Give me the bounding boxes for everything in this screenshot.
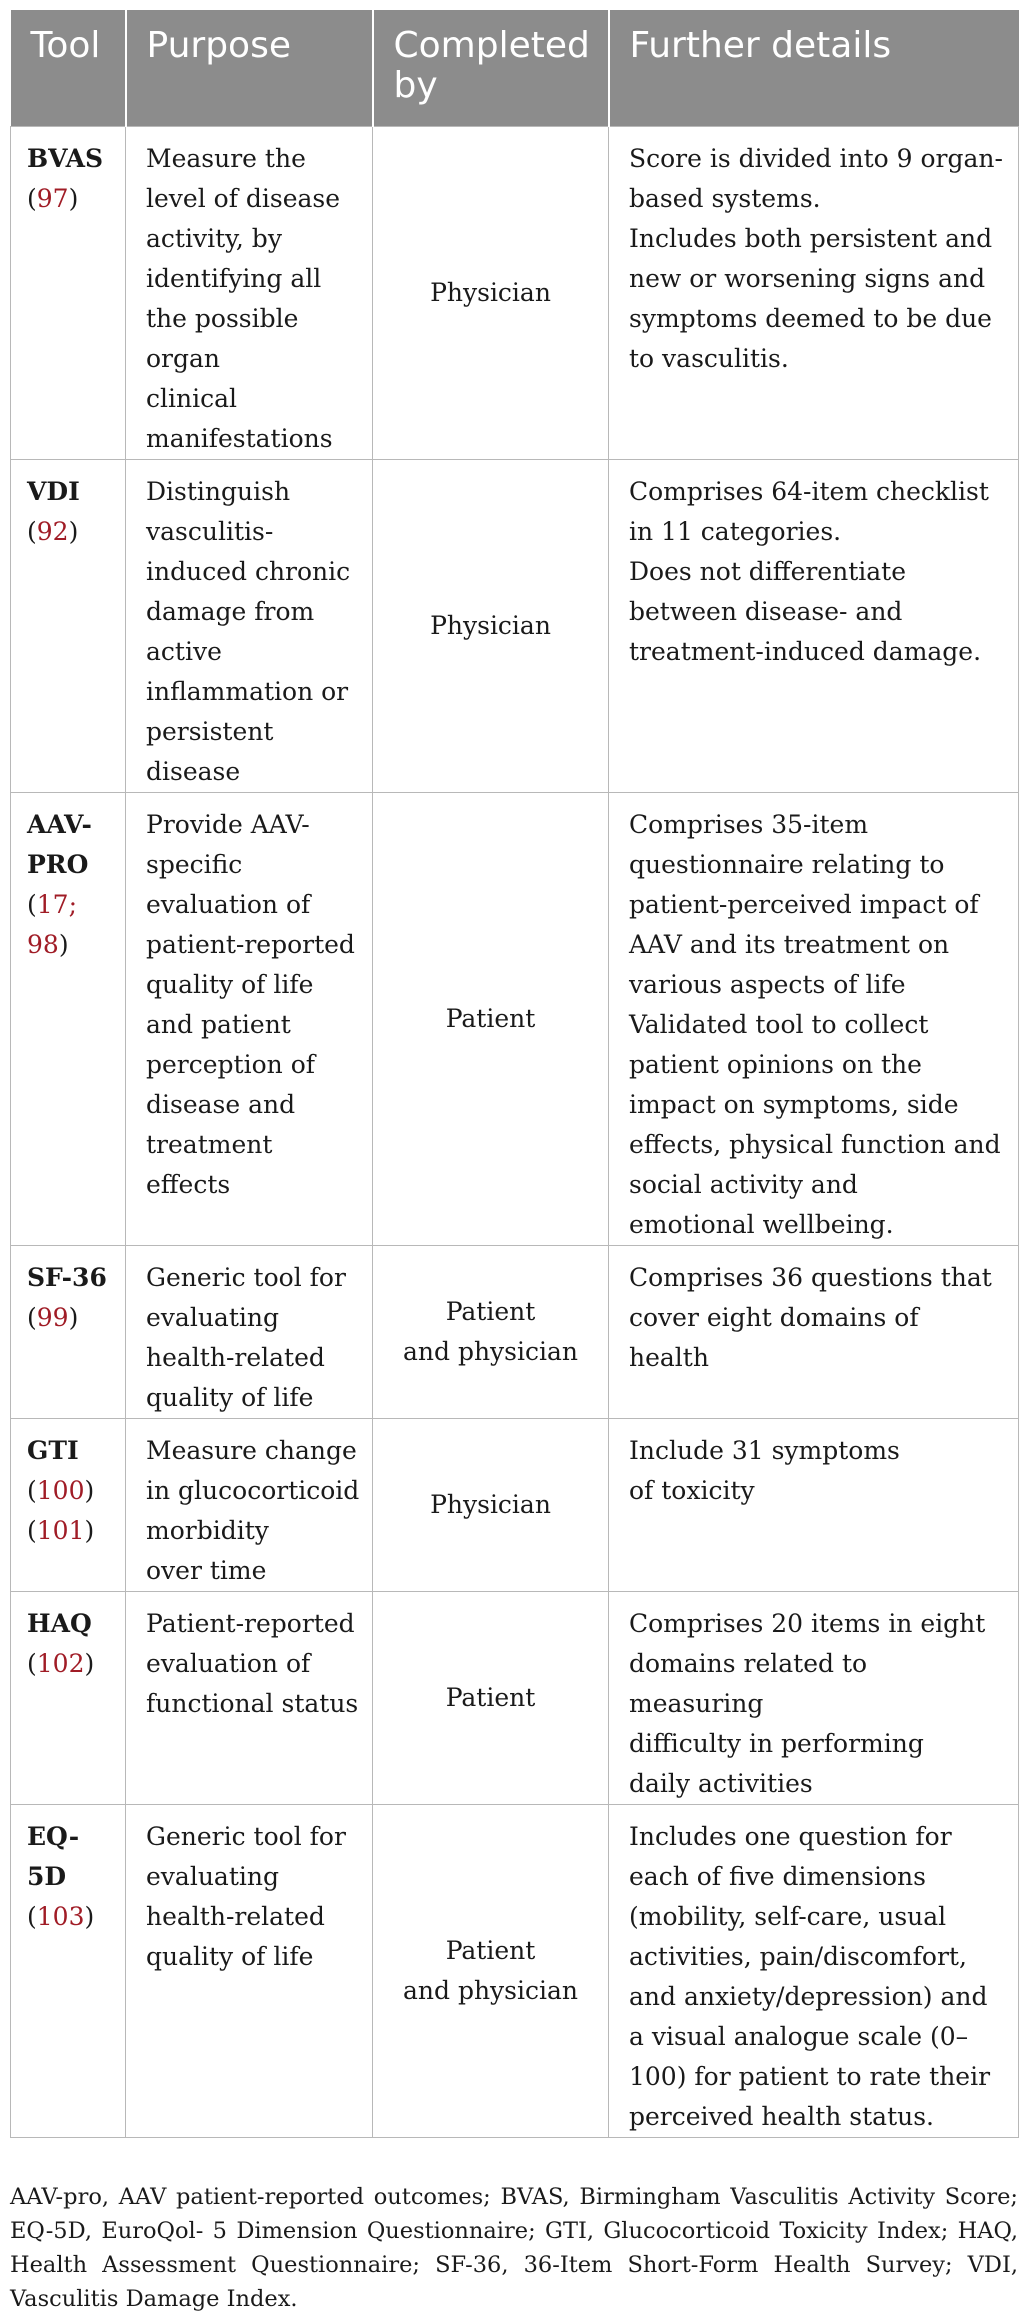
details-cell bbox=[609, 1591, 1019, 1804]
completed-by-cell bbox=[373, 1591, 609, 1804]
completed-by-cell bbox=[373, 459, 609, 792]
purpose-line: identifying all bbox=[146, 263, 322, 293]
purpose-line: Provide AAV- bbox=[146, 809, 310, 839]
tool-cell bbox=[11, 792, 126, 1245]
completed-by-cell bbox=[373, 792, 609, 1245]
details-line: based systems. bbox=[629, 183, 821, 213]
purpose-line: health-related bbox=[146, 1901, 325, 1931]
reference-line: (17; bbox=[27, 889, 78, 919]
tool-cell bbox=[11, 1591, 126, 1804]
header-completed-by: Completed by bbox=[373, 10, 609, 126]
reference-line: (101) bbox=[27, 1515, 95, 1545]
purpose-line: and patient bbox=[146, 1009, 291, 1039]
details-line: symptoms deemed to be due bbox=[629, 303, 992, 333]
details-line: Comprises 35-item bbox=[629, 809, 869, 839]
table-header-row bbox=[11, 10, 1019, 126]
purpose-line: organ bbox=[146, 343, 221, 373]
details-line: treatment-induced damage. bbox=[629, 636, 982, 666]
purpose-line: clinical bbox=[146, 383, 237, 413]
reference-line: (100) bbox=[27, 1475, 95, 1505]
details-line: Validated tool to collect bbox=[629, 1009, 929, 1039]
table-row bbox=[11, 792, 1019, 1245]
details-line: and anxiety/depression) and bbox=[629, 1981, 988, 2011]
assessment-tools-table bbox=[10, 10, 1019, 2138]
details-line: between disease- and bbox=[629, 596, 903, 626]
details-line: daily activities bbox=[629, 1768, 813, 1798]
purpose-line: Measure change bbox=[146, 1435, 357, 1465]
tool-cell bbox=[11, 1418, 126, 1591]
purpose-line: Patient-reported bbox=[146, 1608, 355, 1638]
completed-by-line: Physician bbox=[430, 610, 551, 640]
reference-link[interactable]: 100 bbox=[36, 1475, 85, 1505]
table-row bbox=[11, 1804, 1019, 2137]
details-line: various aspects of life bbox=[629, 969, 906, 999]
details-cell bbox=[609, 1418, 1019, 1591]
completed-by-line: Patient bbox=[445, 1682, 536, 1712]
purpose-line: over time bbox=[146, 1555, 267, 1585]
completed-by-line: Patient bbox=[445, 1003, 536, 1033]
details-line: Comprises 36 questions that bbox=[629, 1262, 992, 1292]
completed-by-line: Physician bbox=[430, 1489, 551, 1519]
purpose-line: Measure the bbox=[146, 143, 306, 173]
reference-line: (99) bbox=[27, 1302, 79, 1332]
purpose-cell bbox=[126, 1418, 373, 1591]
purpose-cell bbox=[126, 1245, 373, 1418]
completed-by-cell bbox=[373, 1245, 609, 1418]
table-row bbox=[11, 126, 1019, 459]
reference-line: (92) bbox=[27, 516, 79, 546]
details-line: new or worsening signs and bbox=[629, 263, 986, 293]
purpose-line: activity, by bbox=[146, 223, 282, 253]
purpose-line: evaluation of bbox=[146, 1648, 311, 1678]
purpose-line: morbidity bbox=[146, 1515, 269, 1545]
purpose-line: evaluation of bbox=[146, 889, 311, 919]
tool-name: 5D bbox=[27, 1861, 67, 1891]
details-line: Score is divided into 9 organ- bbox=[629, 143, 1003, 173]
purpose-line: Generic tool for bbox=[146, 1821, 346, 1851]
details-line: AAV and its treatment on bbox=[629, 929, 950, 959]
details-line: each of five dimensions bbox=[629, 1861, 926, 1891]
purpose-line: functional status bbox=[146, 1688, 359, 1718]
header-further-details: Further details bbox=[609, 10, 1019, 126]
tool-cell bbox=[11, 1245, 126, 1418]
reference-line: 98) bbox=[27, 929, 69, 959]
details-cell bbox=[609, 126, 1019, 459]
header-tool: Tool bbox=[30, 25, 101, 66]
details-cell bbox=[609, 1804, 1019, 2137]
purpose-line: level of disease bbox=[146, 183, 341, 213]
completed-by-line: Patient bbox=[445, 1935, 536, 1965]
completed-by-line: Physician bbox=[430, 277, 551, 307]
details-line: Comprises 64-item checklist bbox=[629, 476, 989, 506]
details-line: 100) for patient to rate their bbox=[629, 2061, 991, 2091]
details-line: Include 31 symptoms bbox=[629, 1435, 900, 1465]
reference-link[interactable]: 99 bbox=[36, 1302, 69, 1332]
completed-by-cell bbox=[373, 1804, 609, 2137]
purpose-line: persistent disease bbox=[146, 716, 274, 786]
purpose-line: perception of bbox=[146, 1049, 315, 1079]
reference-link[interactable]: 103 bbox=[36, 1901, 85, 1931]
purpose-cell bbox=[126, 1591, 373, 1804]
purpose-line: damage from bbox=[146, 596, 315, 626]
tool-name: VDI bbox=[27, 476, 80, 506]
reference-link[interactable]: 102 bbox=[36, 1648, 85, 1678]
details-line: a visual analogue scale (0– bbox=[629, 2021, 969, 2051]
purpose-line: health-related bbox=[146, 1342, 325, 1372]
completed-by-cell bbox=[373, 126, 609, 459]
details-cell bbox=[609, 459, 1019, 792]
reference-link[interactable]: 97 bbox=[36, 183, 69, 213]
purpose-line: induced chronic bbox=[146, 556, 351, 586]
details-line: cover eight domains of health bbox=[629, 1302, 919, 1372]
details-line: social activity and bbox=[629, 1169, 858, 1199]
purpose-line: Distinguish bbox=[146, 476, 291, 506]
details-cell bbox=[609, 792, 1019, 1245]
purpose-line: active bbox=[146, 636, 222, 666]
reference-link[interactable]: 92 bbox=[36, 516, 69, 546]
table-row bbox=[11, 1591, 1019, 1804]
purpose-line: treatment effects bbox=[146, 1129, 273, 1199]
table-row bbox=[11, 1245, 1019, 1418]
reference-line: (97) bbox=[27, 183, 79, 213]
details-line: activities, pain/discomfort, bbox=[629, 1941, 967, 1971]
table-row bbox=[11, 1418, 1019, 1591]
tool-name: AAV- bbox=[27, 809, 92, 839]
completed-by-cell bbox=[373, 1418, 609, 1591]
reference-line: (103) bbox=[27, 1901, 95, 1931]
purpose-line: in glucocorticoid bbox=[146, 1475, 360, 1505]
header-purpose: Purpose bbox=[126, 10, 373, 126]
purpose-cell bbox=[126, 126, 373, 459]
tool-cell bbox=[11, 126, 126, 459]
purpose-line: inflammation or bbox=[146, 676, 349, 706]
details-line: patient-perceived impact of bbox=[629, 889, 979, 919]
details-line: (mobility, self-care, usual bbox=[629, 1901, 947, 1931]
reference-separator: ; bbox=[68, 889, 78, 919]
details-line: impact on symptoms, side bbox=[629, 1089, 959, 1119]
details-line: questionnaire relating to bbox=[629, 849, 945, 879]
reference-line: (102) bbox=[27, 1648, 95, 1678]
reference-link[interactable]: 98 bbox=[27, 929, 59, 959]
purpose-cell bbox=[126, 1804, 373, 2137]
tool-name: HAQ bbox=[27, 1608, 92, 1638]
details-cell bbox=[609, 1245, 1019, 1418]
tool-name: GTI bbox=[27, 1435, 79, 1465]
tool-name: BVAS bbox=[27, 143, 104, 173]
details-line: emotional wellbeing. bbox=[629, 1209, 894, 1239]
purpose-line: patient-reported bbox=[146, 929, 355, 959]
tool-cell bbox=[11, 1804, 126, 2137]
purpose-line: manifestations bbox=[146, 423, 333, 453]
completed-by-line: and physician bbox=[402, 1975, 578, 2005]
tool-cell bbox=[11, 459, 126, 792]
purpose-line: specific bbox=[146, 849, 243, 879]
details-line: Includes one question for bbox=[629, 1821, 952, 1851]
purpose-line: vasculitis- bbox=[146, 516, 274, 546]
details-line: Comprises 20 items in eight bbox=[629, 1608, 986, 1638]
table-footnote: AAV-pro, AAV patient-reported outcomes; BVAS, Birmingham Vasculitis Activity Score; EQ-5D, EuroQol- 5 Dimension Questionnaire; GTI, Glucocorticoid Toxicity Index; HAQ, Health Assessment Questionnaire; SF-36, 36-Item Short-Form Health Survey; VDI, Vasculitis Damage Index. bbox=[10, 2184, 1018, 2312]
purpose-line: quality of life bbox=[146, 969, 314, 999]
purpose-cell bbox=[126, 459, 373, 792]
details-line: perceived health status. bbox=[629, 2101, 935, 2131]
completed-by-line: Patient bbox=[445, 1296, 536, 1326]
purpose-line: evaluating bbox=[146, 1861, 279, 1891]
details-line: Includes both persistent and bbox=[629, 223, 993, 253]
purpose-line: evaluating bbox=[146, 1302, 279, 1332]
purpose-line: quality of life bbox=[146, 1382, 314, 1412]
purpose-cell bbox=[126, 792, 373, 1245]
details-line: in 11 categories. bbox=[629, 516, 842, 546]
reference-link[interactable]: 17 bbox=[36, 889, 69, 919]
table-row bbox=[11, 459, 1019, 792]
purpose-line: disease and bbox=[146, 1089, 296, 1119]
details-line: patient opinions on the bbox=[629, 1049, 922, 1079]
details-line: domains related to measuring bbox=[629, 1648, 868, 1718]
purpose-line: quality of life bbox=[146, 1941, 314, 1971]
completed-by-line: and physician bbox=[402, 1336, 578, 1366]
purpose-line: the possible bbox=[146, 303, 299, 333]
details-line: effects, physical function and bbox=[629, 1129, 1001, 1159]
tool-name: EQ- bbox=[27, 1821, 80, 1851]
reference-link[interactable]: 101 bbox=[36, 1515, 85, 1545]
details-line: to vasculitis. bbox=[629, 343, 789, 373]
details-line: difficulty in performing bbox=[629, 1728, 924, 1758]
purpose-line: Generic tool for bbox=[146, 1262, 346, 1292]
tool-name: PRO bbox=[27, 849, 89, 879]
tool-name: SF-36 bbox=[27, 1262, 107, 1292]
details-line: Does not differentiate bbox=[629, 556, 907, 586]
details-line: of toxicity bbox=[629, 1475, 755, 1505]
